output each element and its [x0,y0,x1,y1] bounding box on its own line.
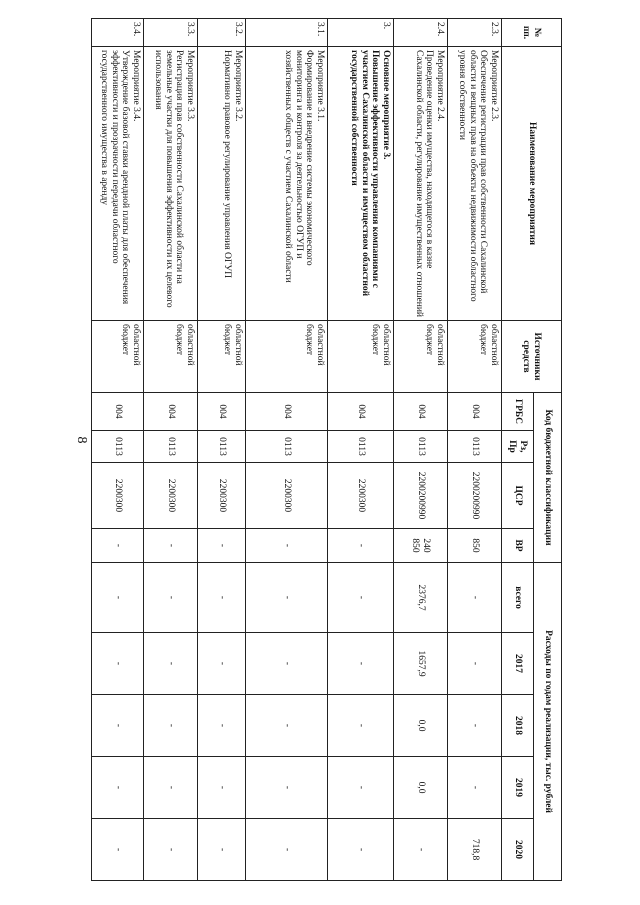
row-vr: - [198,529,246,563]
row-2019: - [92,757,144,819]
row-num: 2.4. [394,19,448,47]
header-source: Источники средств [502,321,562,393]
row-total: - [448,563,502,633]
row-name [328,47,394,321]
row-total: - [144,563,198,633]
row-rz: 0113 [144,431,198,463]
row-2019: - [328,757,394,819]
row-vr: 850 [448,529,502,563]
row-csr: 2200200990 [394,463,448,529]
row-source: областной бюджет [246,321,328,393]
row-2018: - [448,695,502,757]
row-2018: - [92,695,144,757]
row-description: Утверждение базовой ставки арендной платы для обеспечения эффективности и прозрачности передачи областного государственного имущества в аренду [99,50,131,305]
row-grbs: 004 [92,393,144,431]
header-2017: 2017 [502,633,534,695]
row-2017: - [448,633,502,695]
row-source: областной бюджет [92,321,144,393]
row-name [448,47,502,321]
row-grbs: 004 [246,393,328,431]
row-total: 2376,7 [394,563,448,633]
row-2018: - [328,695,394,757]
table-row [144,19,198,881]
table-row [198,19,246,881]
row-description: Обеспечение регистрации прав собственности Сахалинской области и вещных прав на объекты недвижимости областного уровня собственности [457,50,489,302]
row-2020: 718,8 [448,819,502,881]
header-2018: 2018 [502,695,534,757]
row-vr: - [92,529,144,563]
budget-table [91,18,562,881]
table-body [92,19,502,881]
row-num: 3. [328,19,394,47]
row-csr: 2200300 [144,463,198,529]
row-rz: 0113 [394,431,448,463]
row-description: Нормативно правовое регулирование управления ОГУП [222,50,233,278]
row-name [246,47,328,321]
row-vr: 240 850 [394,529,448,563]
row-2019: - [246,757,328,819]
row-2019: - [448,757,502,819]
row-2020: - [92,819,144,881]
row-total: - [328,563,394,633]
row-vr: - [246,529,328,563]
row-2020: - [328,819,394,881]
row-2020: - [144,819,198,881]
row-name [198,47,246,321]
header-rz: Рз, Пр [502,431,534,463]
table-row [246,19,328,881]
row-source: областной бюджет [328,321,394,393]
row-csr: 2200300 [198,463,246,529]
row-num: 3.4. [92,19,144,47]
row-2018: - [246,695,328,757]
row-num: 2.3. [448,19,502,47]
row-description: Проведение оценки имущества, находящегося в казне Сахалинской области, регулирование имущественных отношений [413,50,435,318]
table-row [328,19,394,881]
row-csr: 2200300 [246,463,328,529]
row-total: - [92,563,144,633]
row-source: областной бюджет [394,321,448,393]
header-total: всего [502,563,534,633]
row-title: Мероприятие 3.2. [233,50,243,122]
row-grbs: 004 [394,393,448,431]
row-title: Мероприятие 3.4. [131,50,141,122]
row-2019: - [144,757,198,819]
table-row [394,19,448,881]
row-csr: 2200200990 [448,463,502,529]
row-name [394,47,448,321]
header-num: № пп. [502,19,562,47]
row-description: Формирование и внедрение системы экономического мониторинга и контроля за деятельностью ОГУП и хозяйственных обществ с участием Сахалинской области [283,50,315,283]
page-number: 8 [74,436,89,444]
row-rz: 0113 [328,431,394,463]
row-grbs: 004 [448,393,502,431]
row-grbs: 004 [328,393,394,431]
row-csr: 2200300 [92,463,144,529]
row-rz: 0113 [448,431,502,463]
row-description: Регистрация прав собственности Сахалинской области на земельные участки для повышения эффективности их целевого использования [153,50,185,308]
row-2017: 1657,9 [394,633,448,695]
row-title: Мероприятие 2.3. [489,50,499,122]
row-grbs: 004 [198,393,246,431]
header-name: Наименование мероприятия [502,47,562,321]
row-rz: 0113 [198,431,246,463]
row-2018: - [198,695,246,757]
row-title: Мероприятие 3.3. [185,50,195,122]
row-name [144,47,198,321]
table-row [92,19,144,881]
row-title: Основное мероприятие 3. [381,50,391,160]
row-num: 3.2. [198,19,246,47]
row-2018: - [144,695,198,757]
header-code-group: Код бюджетной классификации [534,393,562,563]
row-2019: - [198,757,246,819]
row-2019: 0,0 [394,757,448,819]
row-vr: - [144,529,198,563]
row-name [92,47,144,321]
row-2017: - [246,633,328,695]
header-grbs: ГРБС [502,393,534,431]
row-rz: 0113 [92,431,144,463]
row-2017: - [328,633,394,695]
row-title: Мероприятие 3.1. [315,50,325,122]
row-source: областной бюджет [448,321,502,393]
row-2020: - [246,819,328,881]
row-2018: 0,0 [394,695,448,757]
row-num: 3.1. [246,19,328,47]
row-total: - [198,563,246,633]
row-description: Повышение эффективности управления компаниями с участием Сахалинской области и имуществом областной государственной собственности [349,50,381,297]
row-source: областной бюджет [144,321,198,393]
header-2019: 2019 [502,757,534,819]
header-csr: ЦСР [502,463,534,529]
table-row [448,19,502,881]
row-num: 3.3. [144,19,198,47]
row-grbs: 004 [144,393,198,431]
header-vr: ВР [502,529,534,563]
header-2020: 2020 [502,819,534,881]
row-2017: - [198,633,246,695]
header-exp-group: Расходы по годам реализации, тыс. рублей [534,563,562,881]
row-title: Мероприятие 2.4. [435,50,445,122]
row-source: областной бюджет [198,321,246,393]
rotated-table-container [99,18,562,880]
row-2020: - [198,819,246,881]
row-rz: 0113 [246,431,328,463]
row-2020: - [394,819,448,881]
row-csr: 2200300 [328,463,394,529]
row-2017: - [144,633,198,695]
row-2017: - [92,633,144,695]
row-vr: - [328,529,394,563]
row-total: - [246,563,328,633]
